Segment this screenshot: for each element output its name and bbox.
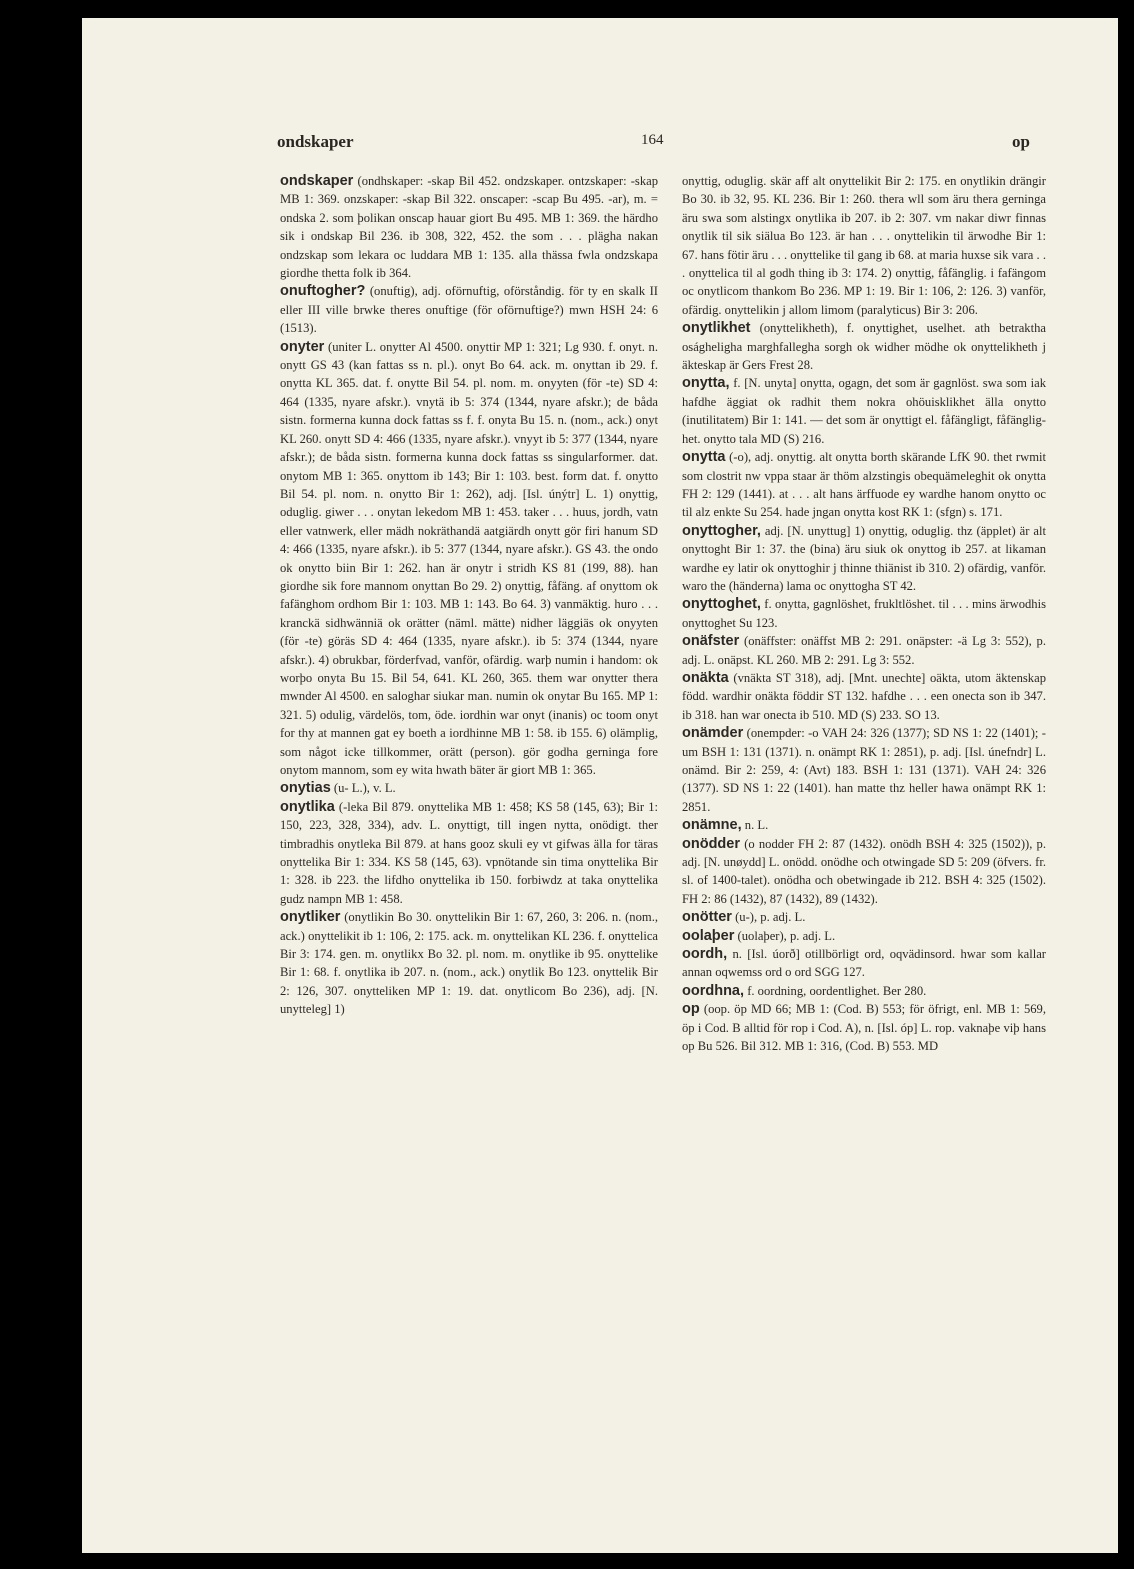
dictionary-entry xyxy=(682,319,1046,374)
entry-text: (ondhskaper: -skap Bil 452. ondzskaper. ontzskaper: -skap MB 1: 369. onzskaper: -skap Bil 322. onscaper: -scap Bu 495. -ar), m. = ondska 2. som þolikan onscap hauar giort Bu 495. MB 1: 369. the härdho sik i ondskap Bil 236. ib 308, 322, 452. the som . . . plägha nakan ondzskap som lekara oc luddara MB 1: 135. alla thässa fwla ondzskapa giordhe thetta folk ib 364. xyxy=(280,174,658,281)
entry-headword: onyter xyxy=(280,338,325,355)
dictionary-entry xyxy=(280,282,658,337)
dictionary-entry xyxy=(280,908,658,1018)
dictionary-entry xyxy=(682,172,1046,319)
entry-headword: onytta, xyxy=(682,375,730,392)
entry-headword: onytliker xyxy=(280,909,341,926)
dictionary-entry xyxy=(682,908,1046,926)
entry-text: n. [Isl. úorð] otillbörligt ord, oqvädinsord. hwar som kallar annan oqwemss ord o ord SGG 127. xyxy=(682,947,1046,980)
dictionary-entry xyxy=(682,448,1046,522)
dictionary-entry xyxy=(682,982,1046,1000)
entry-headword: onytias xyxy=(280,780,331,797)
dictionary-entry xyxy=(280,798,658,908)
entry-text: f. oordning, oordentlighet. Ber 280. xyxy=(747,983,927,998)
dictionary-entry xyxy=(682,374,1046,448)
entry-text: adj. [N. unyttug] 1) onyttig, oduglig. thz (äpplet) är alt onyttoght Bir 1: 37. the (bina) äru siuk ok onyttog ib 257. at likaman wardhe ey latir ok onyttoghir j thinne thiänist ib 310. 2) ofärdig, vanför. waro the (händerna) lama oc onyttogha ST 42. xyxy=(682,523,1046,593)
entry-text: (uolaþer), p. adj. L. xyxy=(737,928,836,943)
dictionary-entry xyxy=(682,724,1046,816)
left-column xyxy=(280,172,658,1019)
entry-text: (vnäkta ST 318), adj. [Mnt. unechte] oäkta, utom äktenskap född. wardhir onäkta föddir ST 132. hafdhe . . . een onecta son ib 347. ib 318. han war onecta ib 510. MD (S) 233. SO 13. xyxy=(682,670,1046,722)
entry-text: f. onytta, gagnlöshet, frukltlöshet. til . . . mins ärwodhis onyttoghet Su 123. xyxy=(682,597,1046,630)
dictionary-entry xyxy=(682,835,1046,909)
dictionary-entry xyxy=(682,1000,1046,1055)
entry-text: onyttig, oduglig. skär aff alt onyttelikit Bir 2: 175. en onytlikin drängir Bo 30. ib 32, 95. KL 236. Bir 1: 260. thera wll som äru thera gerninga äru swa som alstingx onytlika ib 207. ib 2: 307. vm nakar diwr finnas onytlik til sik siälua Bo 123. är han . . . onyttelikin til ärwodhe Bir 1: 67. hans fötir äru . . . onyttelike til gang ib 68. at maria huxse sik vara . . . onyttelica til al godh thing ib 3: 174. 2) onyttig, fåfänglig. i fafängom oc onytlicom thankom Bo 236. MP 1: 19. Bir 1: 106, 2: 126. 3) vanför, ofärdig. onyttelikin j allom limom (paralyticus) Bir 3: 206. xyxy=(682,174,1046,317)
entry-text: (u- L.), v. L. xyxy=(333,781,396,796)
dictionary-entry xyxy=(682,522,1046,596)
entry-text: f. [N. unyta] onytta, ogagn, det som är gagnlöst. swa som iak hafdhe äggiat ok radhit them nokra ohöuisklikhet älla onytto (inutilitatem) Bir 1: 141. — det som är onyttigt el. fåfängligt, fåfänglighet. onytto tala MD (S) 216. xyxy=(682,376,1046,446)
entry-headword: oordh, xyxy=(682,946,728,963)
entry-text: (onyttelikheth), f. onyttighet, uselhet. ath betraktha oságheligha marghfallegha sorgh ok widher mödhe ok onyttelikheth j äkteskap är Gers Frest 28. xyxy=(682,321,1046,373)
running-head-left: ondskaper xyxy=(277,132,354,151)
entry-text: (uniter L. onytter Al 4500. onyttir MP 1: 321; Lg 930. f. onyt. n. onytt GS 43 (kan fattas ss n. pl.). onyt Bo 64. ack. m. onyttan ib 29. f. onytta KL 365. dat. f. onytte Bil 54. pl. nom. m. onyyten (för -te) SD 4: 464 (1335, nyare afskr.). vnytä ib 5: 374 (1344, nyare afskr.); de båda sistn. formerna kunna dock fattas ss f. f. onyta Bu 15. n. (nom., ack.) onyt KL 260. onytt SD 4: 466 (1335, nyare afskr.). vnyyt ib 5: 377 (1344, nyare afskr.); de båda sistn. formerna kunna dock fattas ss singularformer. dat. onytom MB 1: 365. onyttom ib 143; Bir 1: 103. best. form dat. f. onytto Bil 54. pl. nom. n. onytto Bir 1: 262), adj. [Isl. únýtr] L. 1) onyttig, oduglig. giwer . . . onytan lekedom MB 1: 453. taker . . . huus, jordh, vatn eller vatnwerk, eller mädh nokräthandä aatgiärdh onytt gör firi hanum SD 4: 466 (1335, nyare afskr.). ib 5: 377 (1344, nyare afskr.). GS 43. the ondo ok onytto biin Bir 1: 262. han är onytr i stridh KS 81 (199, 88). han giordhe sik fore mannom onyttan Bo 29. 2) onyttig, fåfäng. af onyttom ok fafänghom ordhom Bir 1: 103. MB 1: 143. Bo 64. 3) vanmäktig. huro . . . kranckä sidhwänniä ok orätter (näml. mätte) nidher läggiäs ok onyyten (för -te) göräs SD 4: 464 (1335, nyare afskr.). ib 5: 374 (1344, nyare afskr.). 4) obrukbar, förderfvad, vanför, ofärdig. warþ numin i handom: ok worþo onyta Bu 15. Bil 54, 641. KL 260, 365. them war onytter thera mwnder Al 4500. en saloghar siukar man. numin ok onytar Bu 165. MP 1: 321. 5) odulig, värdelös, tom, öde. iordhin war onyt (inanis) oc toom onyt for thy at mannen gat ey boeth a iordhinne MB 1: 58. ib 155. 6) olämplig, som något icke tillkommer, orätt (person). gör godha gerninga fore onytom mannom, som ey wita hwath bäter är giort MB 1: 365. xyxy=(280,339,658,777)
entry-headword: onyttogher, xyxy=(682,522,761,539)
entry-headword: ondskaper xyxy=(280,173,354,189)
dictionary-entry xyxy=(682,927,1046,945)
entry-headword: onyttoghet, xyxy=(682,596,761,613)
entry-headword: onödder xyxy=(682,835,740,852)
running-head-right: op xyxy=(1012,132,1030,151)
dictionary-entry xyxy=(682,595,1046,632)
entry-headword: oordhna, xyxy=(682,982,745,999)
entry-text: n. L. xyxy=(744,818,769,833)
entry-text: (onytlikin Bo 30. onyttelikin Bir 1: 67, 260, 3: 206. n. (nom., ack.) onyttelikit ib 1: 106, 2: 175. ack. m. onyttelikan KL 236. f. onyttelica Bir 3: 174. gen. m. onytlikx Bo 32. pl. nom. m. onytlike ib 95. onyttelike Bir 1: 68. f. onytlika ib 207. n. (nom., ack.) onytlik Bo 123. onyttelik Bir 2: 126, 307. onytteliken MP 1: 19. dat. onytlicom Bo 236), adj. [N. unytteleg] 1) xyxy=(280,910,658,1017)
entry-headword: onytlika xyxy=(280,798,335,815)
entry-text: (-leka Bil 879. onyttelika MB 1: 458; KS 58 (145, 63); Bir 1: 150, 223, 328, 334), adv. L. onyttigt, till ingen nytta, onödigt. ther timbradhis onytleka Bil 879. at hans gooz skuli ey vt gifwas älla for täras onyttelika Bir 1: 334. KS 58 (145, 63). vpnötande sin tima onyttelika Bir 1: 328. ib 223. the lifdho onyttelika ib 150. forbiwdz at taka onyttelika gudz nampn MB 1: 458. xyxy=(280,799,658,906)
entry-text: (oop. öp MD 66; MB 1: (Cod. B) 553; för öfrigt, enl. MB 1: 569, öp i Cod. B alltid för rop i Cod. A), n. [Isl. óp] L. rop. vaknaþe viþ hans op Bu 526. Bil 312. MB 1: 316, (Cod. B) 553. MD xyxy=(682,1002,1046,1054)
entry-headword: onytta xyxy=(682,449,726,466)
entry-headword: op xyxy=(682,1001,700,1018)
entry-text: (onäffster: onäffst MB 2: 291. onäpster: -ä Lg 3: 552), p. adj. L. onäpst. KL 260. MB 2: 291. Lg 3: 552. xyxy=(682,634,1046,667)
dictionary-entry xyxy=(682,816,1046,834)
page-number: 164 xyxy=(641,132,664,148)
entry-headword: oolaþer xyxy=(682,927,735,944)
entry-headword: onäfster xyxy=(682,633,740,650)
entry-text: (u-), p. adj. L. xyxy=(735,910,806,925)
entry-text: (onuftig), adj. oförnuftig, oförståndig. för ty en skalk II eller III ville brwke theres onuftige (för oförnuftige?) mwn HSH 24: 6 (1513). xyxy=(280,284,658,336)
dictionary-entry xyxy=(280,172,658,282)
entry-headword: onytlikhet xyxy=(682,320,751,337)
entry-text: (-o), adj. onyttig. alt onytta borth skärande LfK 90. thet rwmit som clostrit nw vppa staar är thöm alzstingis obequämeleghit ok onytta FH 2: 129 (1441). at . . . alt hans ärffuode ey wardhe hanom onytto oc til alz enkte Su 254. hade jngan onytta kost RK 1: (sfgn) s. 171. xyxy=(682,450,1046,520)
dictionary-entry xyxy=(280,779,658,797)
entry-text: (o nodder FH 2: 87 (1432). onödh BSH 4: 325 (1502)), p. adj. [N. unøydd] L. onödd. onödhe och otwingade SD 5: 209 (öfvers. fr. sl. of 1400-talet). onödha och obetwingade ib 212. BSH 4: 325 (1502). FH 2: 86 (1432), 87 (1432), 89 (1432). xyxy=(682,836,1047,906)
entry-headword: onämder xyxy=(682,725,744,742)
entry-text: (onempder: -o VAH 24: 326 (1377); SD NS 1: 22 (1401); -um BSH 1: 131 (1371). n. onämpt RK 1: 2851), p. adj. [Isl. únefndr] L. onämd. Bir 2: 259, 4: (Avt) 183. BSH 1: 131 (1371). VAH 24: 326 (1377). SD NS 1: 22 (1401). han matte thz heller hawa onämpt RK 1: 2851. xyxy=(682,726,1046,814)
entry-headword: onuftogher? xyxy=(280,283,366,300)
dictionary-entry xyxy=(280,338,658,780)
dictionary-entry xyxy=(682,632,1046,669)
right-column xyxy=(682,172,1046,1056)
dictionary-entry xyxy=(682,945,1046,982)
entry-headword: onäkta xyxy=(682,669,729,686)
entry-headword: onötter xyxy=(682,909,732,926)
entry-headword: onämne, xyxy=(682,817,742,834)
dictionary-entry xyxy=(682,669,1046,724)
